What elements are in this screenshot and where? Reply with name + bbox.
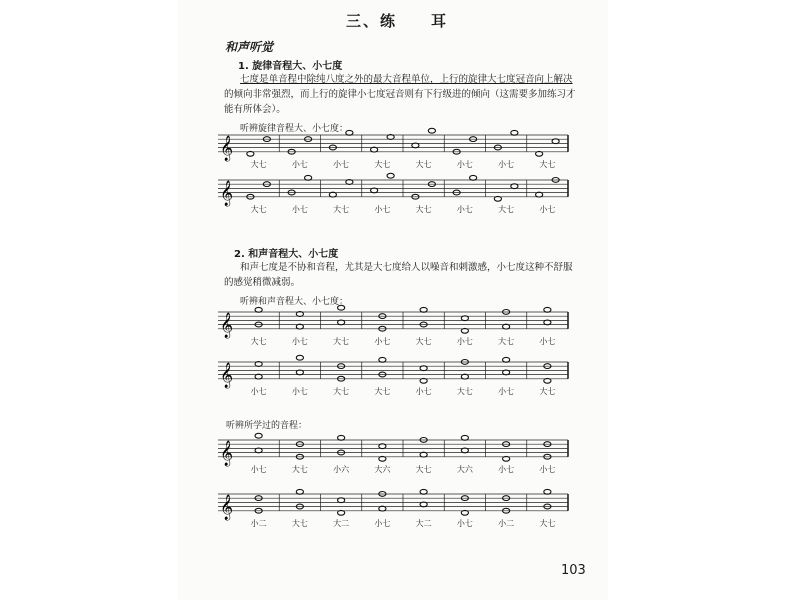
interval-label: 大七 bbox=[250, 205, 267, 214]
page-number: 103 bbox=[561, 563, 586, 578]
interval-label: 大七 bbox=[333, 205, 350, 214]
interval-label: 大七 bbox=[539, 519, 556, 528]
whole-note bbox=[503, 357, 510, 362]
interval-label: 小七 bbox=[456, 337, 473, 346]
whole-note bbox=[338, 435, 345, 440]
section1-paragraph-line1: 七度是单音程中除纯八度之外的最大音程单位，上行的旋律大七度冠音向上解决 bbox=[240, 74, 573, 85]
whole-note bbox=[420, 307, 427, 312]
interval-label: 小二 bbox=[250, 519, 267, 528]
interval-label: 小七 bbox=[539, 465, 556, 474]
interval-label: 大七 bbox=[374, 160, 391, 169]
treble-clef-icon: 𝄞 bbox=[220, 494, 234, 520]
whole-note bbox=[379, 357, 386, 362]
section2-paragraph-line1: 和声七度是不协和音程，尤其是大七度给人以噪音和刺激感，小七度这种不舒服 bbox=[240, 262, 573, 273]
interval-label: 小七 bbox=[374, 519, 391, 528]
whole-note bbox=[338, 305, 345, 310]
section1-heading: 1. 旋律音程大、小七度 bbox=[238, 61, 343, 72]
interval-label: 小七 bbox=[333, 160, 350, 169]
whole-note bbox=[255, 433, 262, 438]
interval-label: 小七 bbox=[250, 387, 267, 396]
interval-label: 大七 bbox=[539, 160, 556, 169]
interval-label: 小七 bbox=[539, 337, 556, 346]
interval-label: 小七 bbox=[498, 387, 515, 396]
section1-paragraph-line2: 的倾向非常强烈，而上行的旋律小七度冠音则有下行级进的倾向（这需要多加练习才 bbox=[224, 89, 576, 100]
interval-label: 大六 bbox=[456, 465, 473, 474]
interval-label: 大七 bbox=[415, 465, 432, 474]
interval-label: 小七 bbox=[291, 387, 308, 396]
interval-label: 大二 bbox=[415, 519, 432, 528]
interval-label: 大七 bbox=[415, 337, 432, 346]
interval-label: 小六 bbox=[333, 465, 350, 474]
interval-label: 大七 bbox=[333, 337, 350, 346]
interval-label: 小七 bbox=[291, 205, 308, 214]
interval-label: 小七 bbox=[374, 205, 391, 214]
interval-label: 小七 bbox=[374, 337, 391, 346]
section2-heading: 2. 和声音程大、小七度 bbox=[234, 249, 339, 260]
section2-instruction: 听辨和声音程大、小七度： bbox=[240, 297, 349, 307]
interval-label: 大六 bbox=[374, 465, 391, 474]
interval-label: 大七 bbox=[498, 337, 515, 346]
interval-label: 小七 bbox=[291, 337, 308, 346]
interval-label: 小七 bbox=[415, 387, 432, 396]
interval-label: 小七 bbox=[498, 160, 515, 169]
whole-note bbox=[428, 128, 435, 133]
interval-label: 大七 bbox=[456, 387, 473, 396]
whole-note bbox=[296, 355, 303, 360]
whole-note bbox=[420, 489, 427, 494]
interval-label: 大七 bbox=[415, 205, 432, 214]
whole-note bbox=[255, 307, 262, 312]
treble-clef-icon: 𝄞 bbox=[220, 440, 234, 466]
page-title: 三、练 耳 bbox=[346, 12, 449, 30]
subsection-title: 和声听觉 bbox=[225, 40, 274, 54]
section2-paragraph-line2: 的感觉稍微减弱。 bbox=[224, 277, 301, 288]
treble-clef-icon: 𝄞 bbox=[220, 180, 234, 206]
interval-label: 大七 bbox=[291, 519, 308, 528]
interval-label: 大七 bbox=[374, 387, 391, 396]
whole-note bbox=[511, 130, 518, 135]
whole-note bbox=[544, 307, 551, 312]
whole-note bbox=[544, 489, 551, 494]
section1-instruction: 听辨旋律音程大、小七度： bbox=[240, 124, 349, 134]
whole-note bbox=[461, 435, 468, 440]
section3-instruction: 听辨所学过的音程： bbox=[226, 421, 308, 431]
interval-label: 小二 bbox=[498, 519, 515, 528]
interval-label: 小七 bbox=[456, 205, 473, 214]
interval-label: 小七 bbox=[456, 519, 473, 528]
interval-label: 大七 bbox=[415, 160, 432, 169]
treble-clef-icon: 𝄞 bbox=[220, 135, 234, 161]
interval-label: 大二 bbox=[333, 519, 350, 528]
interval-label: 大七 bbox=[250, 337, 267, 346]
section1-paragraph-line3: 能有所体会）。 bbox=[224, 104, 286, 115]
treble-clef-icon: 𝄞 bbox=[220, 362, 234, 388]
interval-label: 大七 bbox=[539, 387, 556, 396]
interval-label: 大七 bbox=[333, 387, 350, 396]
whole-note bbox=[387, 173, 394, 178]
interval-label: 小七 bbox=[250, 465, 267, 474]
whole-note bbox=[305, 175, 312, 180]
interval-label: 小七 bbox=[456, 160, 473, 169]
interval-label: 大七 bbox=[291, 465, 308, 474]
textbook-page bbox=[178, 0, 608, 600]
interval-label: 大七 bbox=[250, 160, 267, 169]
interval-label: 小七 bbox=[539, 205, 556, 214]
whole-note bbox=[346, 130, 353, 135]
whole-note bbox=[296, 489, 303, 494]
treble-clef-icon: 𝄞 bbox=[220, 312, 234, 338]
interval-label: 小七 bbox=[498, 465, 515, 474]
interval-label: 小七 bbox=[291, 160, 308, 169]
whole-note bbox=[470, 175, 477, 180]
interval-label: 大七 bbox=[498, 205, 515, 214]
